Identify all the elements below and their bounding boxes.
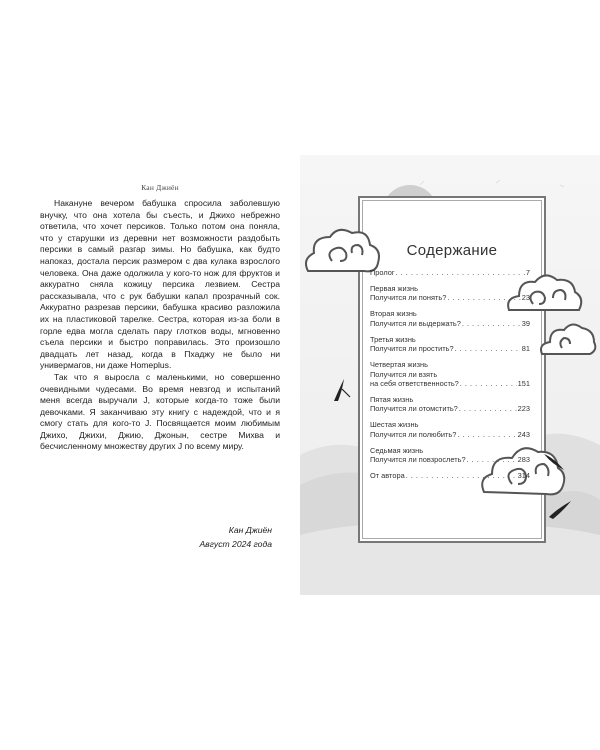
bird-icon xyxy=(330,375,360,405)
table-of-contents xyxy=(370,268,530,487)
toc-page: 81 xyxy=(521,344,530,354)
toc-subtitle: Получится ли понять? xyxy=(370,293,447,303)
toc-entry[interactable] xyxy=(370,471,530,480)
toc-subtitle: Получится ли простить? xyxy=(370,344,454,354)
toc-heading: Четвертая жизнь xyxy=(370,360,428,370)
toc-entry[interactable] xyxy=(370,395,530,414)
toc-subtitle-line xyxy=(370,379,530,388)
toc-heading-line xyxy=(370,471,530,480)
toc-heading: Пятая жизнь xyxy=(370,395,414,405)
toc-page: 7 xyxy=(525,268,530,277)
toc-entry[interactable] xyxy=(370,446,530,465)
toc-subtitle: Получится ли отомстить? xyxy=(370,404,458,414)
toc-page: 39 xyxy=(521,318,530,328)
toc-leader xyxy=(447,293,520,302)
toc-leader xyxy=(457,430,516,439)
toc-heading: Вторая жизнь xyxy=(370,309,417,319)
toc-subtitle: Получится ли повзрослеть? xyxy=(370,455,466,465)
toc-leader xyxy=(396,268,525,277)
toc-leader xyxy=(406,471,517,480)
cloud-icon xyxy=(538,320,598,360)
toc-heading: Третья жизнь xyxy=(370,334,416,344)
bird-icon xyxy=(545,495,575,521)
toc-leader xyxy=(462,319,521,328)
toc-page: 314 xyxy=(517,471,530,481)
toc-entry[interactable] xyxy=(370,335,530,354)
toc-leader xyxy=(459,404,517,413)
toc-leader xyxy=(460,379,517,388)
bird-icon xyxy=(540,450,570,480)
toc-page: 151 xyxy=(517,379,530,389)
signature-name: Кан Джиён xyxy=(228,525,272,535)
toc-heading: От автора xyxy=(370,471,405,481)
paragraph: Так что я выросла с маленькими, но совершенно очевидными чудесами. Во время невзгод и испытаний меня всегда выручали J, которые когда-то тоже были девочками. Я заканчиваю эту книгу с надеждой, что и я смогу стать для кого-то J. Посвящается моим любимым Джихо, Джихи, Джию, Джонын, сестре Михва и бесчисленному множеству других J по всему миру. xyxy=(40,371,280,452)
toc-subtitle-line xyxy=(370,455,530,464)
page-title: Содержание xyxy=(406,242,498,259)
toc-entry[interactable] xyxy=(370,309,530,328)
toc-page: 243 xyxy=(517,429,530,439)
toc-entry[interactable] xyxy=(370,268,530,277)
toc-heading: Пролог xyxy=(370,268,395,277)
toc-subtitle: Получится ли полюбить? xyxy=(370,429,457,439)
toc-subtitle-line xyxy=(370,293,530,302)
toc-subtitle-line xyxy=(370,404,530,413)
toc-page: 283 xyxy=(517,455,530,465)
toc-subtitle-line xyxy=(370,344,530,353)
running-head: Кан Джиён xyxy=(141,183,179,192)
toc-leader xyxy=(455,344,521,353)
body-text xyxy=(40,198,280,453)
toc-entry[interactable] xyxy=(370,284,530,303)
toc-heading: Первая жизнь xyxy=(370,284,418,293)
toc-subtitle-line xyxy=(370,319,530,328)
toc-heading-line xyxy=(370,268,530,277)
paragraph: Накануне вечером бабушка спросила заболевшую внучку, что она хотела бы съесть, и Джихо небрежно ответила, что хочет персиков. Только потом она поняла, что у старушки из деревни нет возможности раздобыть персики в самый разгар зимы. Но бабушка, как будто напоказ, достала персик размером с два кулака взрослого человека. Она даже одолжила у кого-то нож для фруктов и аккуратно сняла кожицу персика лезвием. Сестра рассказывала, что с рук бабушки капал прозрачный сок. Аккуратно разрезав персики, бабушка красиво разложила их на пластиковой тарелке. Сестра, которая из-за боли в горле едва могла сделать пару глотков воды, мгновенно съела персики и быстро поправилась. Это произошло двадцать лет назад, когда в Пхаджу не было ни универмагов, ни даже Homeplus. xyxy=(40,198,280,371)
toc-subtitle: Получится ли выдержать? xyxy=(370,318,461,328)
toc-page: 23 xyxy=(521,293,530,303)
toc-page: 223 xyxy=(517,404,530,414)
toc-leader xyxy=(467,455,517,464)
signature-date: Август 2024 года xyxy=(199,539,272,549)
toc-heading: Шестая жизнь xyxy=(370,420,419,430)
toc-heading: Седьмая жизнь xyxy=(370,445,424,455)
toc-entry[interactable] xyxy=(370,360,530,388)
toc-subtitle: на себя ответственность? xyxy=(370,379,459,389)
toc-entry[interactable] xyxy=(370,420,530,439)
toc-subtitle-line xyxy=(370,430,530,439)
toc-subtitle: Получится ли взять xyxy=(370,369,438,379)
